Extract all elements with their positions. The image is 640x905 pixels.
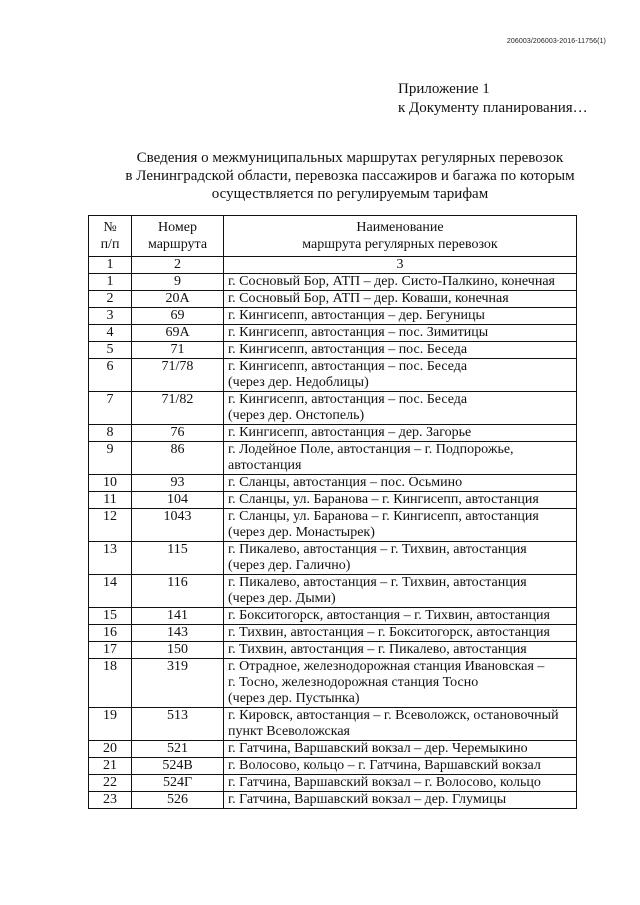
table-row <box>89 708 577 741</box>
route-name: г. Сланцы, автостанция – пос. Осьмино <box>224 475 577 492</box>
column-index: 1 <box>89 257 132 274</box>
route-name: г. Пикалево, автостанция – г. Тихвин, автостанция (через дер. Дыми) <box>224 575 577 608</box>
route-number: 526 <box>132 792 224 809</box>
row-number: 21 <box>89 758 132 775</box>
table-row <box>89 625 577 642</box>
route-number: 524Г <box>132 775 224 792</box>
row-number: 19 <box>89 708 132 741</box>
route-name: г. Кировск, автостанция – г. Всеволожск, остановочный пункт Всеволожская <box>224 708 577 741</box>
column-index: 2 <box>132 257 224 274</box>
route-number: 104 <box>132 492 224 509</box>
appendix-label <box>398 80 588 118</box>
document-id: 206003/206003-2016-11756(1) <box>506 38 606 45</box>
route-name: г. Гатчина, Варшавский вокзал – дер. Черемыкино <box>224 741 577 758</box>
route-name: г. Сосновый Бор, АТП – дер. Систо-Палкино, конечная <box>224 274 577 291</box>
route-number: 71 <box>132 342 224 359</box>
route-number: 69 <box>132 308 224 325</box>
route-number: 319 <box>132 659 224 708</box>
route-name: г. Кингисепп, автостанция – пос. Беседа (через дер. Онстопель) <box>224 392 577 425</box>
row-number: 1 <box>89 274 132 291</box>
route-name: г. Кингисепп, автостанция – дер. Бегуницы <box>224 308 577 325</box>
route-number: 71/78 <box>132 359 224 392</box>
table-row <box>89 741 577 758</box>
route-name: г. Сланцы, ул. Баранова – г. Кингисепп, автостанция (через дер. Монастырек) <box>224 509 577 542</box>
header-number-line-2: п/п <box>100 237 120 252</box>
table-row <box>89 659 577 708</box>
route-name: г. Тихвин, автостанция – г. Бокситогорск, автостанция <box>224 625 577 642</box>
route-name: г. Кингисепп, автостанция – пос. Беседа (через дер. Недоблицы) <box>224 359 577 392</box>
table-row <box>89 274 577 291</box>
title-line-1: Сведения о межмуниципальных маршрутах регулярных перевозок <box>136 150 564 166</box>
route-number: 69А <box>132 325 224 342</box>
routes-table <box>88 215 577 809</box>
title-line-2: в Ленинградской области, перевозка пассажиров и багажа по которым <box>125 168 575 184</box>
table-row <box>89 642 577 659</box>
header-route-name <box>224 216 577 257</box>
table-row <box>89 792 577 809</box>
page-title <box>60 149 640 203</box>
route-number: 115 <box>132 542 224 575</box>
route-name: г. Кингисепп, автостанция – пос. Беседа <box>224 342 577 359</box>
route-name: г. Лодейное Поле, автостанция – г. Подпорожье, автостанция <box>224 442 577 475</box>
header-name-line-2: маршрута регулярных перевозок <box>302 237 498 252</box>
table-row <box>89 325 577 342</box>
column-index-row <box>89 257 577 274</box>
row-number: 13 <box>89 542 132 575</box>
row-number: 20 <box>89 741 132 758</box>
row-number: 15 <box>89 608 132 625</box>
route-name: г. Тихвин, автостанция – г. Пикалево, автостанция <box>224 642 577 659</box>
row-number: 10 <box>89 475 132 492</box>
row-number: 6 <box>89 359 132 392</box>
header-number-line-1: № <box>103 220 117 235</box>
table-row <box>89 308 577 325</box>
row-number: 23 <box>89 792 132 809</box>
row-number: 2 <box>89 291 132 308</box>
table-row <box>89 575 577 608</box>
route-name: г. Отрадное, железнодорожная станция Ивановская – г. Тосно, железнодорожная станция Тосно (через дер. Пустынка) <box>224 659 577 708</box>
table-row <box>89 442 577 475</box>
table-row <box>89 291 577 308</box>
route-number: 141 <box>132 608 224 625</box>
header-name-line-1: Наименование <box>356 220 444 235</box>
route-name: г. Сланцы, ул. Баранова – г. Кингисепп, автостанция <box>224 492 577 509</box>
header-route-line-1: Номер <box>158 220 197 235</box>
column-index: 3 <box>224 257 577 274</box>
route-number: 9 <box>132 274 224 291</box>
route-number: 20А <box>132 291 224 308</box>
table-row <box>89 608 577 625</box>
header-route-line-2: маршрута <box>147 237 208 252</box>
route-number: 521 <box>132 741 224 758</box>
route-number: 524В <box>132 758 224 775</box>
route-name: г. Гатчина, Варшавский вокзал – дер. Глумицы <box>224 792 577 809</box>
route-number: 116 <box>132 575 224 608</box>
title-line-3: осуществляется по регулируемым тарифам <box>211 186 489 202</box>
route-number: 71/82 <box>132 392 224 425</box>
row-number: 5 <box>89 342 132 359</box>
route-name: г. Кингисепп, автостанция – дер. Загорье <box>224 425 577 442</box>
table-row <box>89 359 577 392</box>
route-name: г. Волосово, кольцо – г. Гатчина, Варшавский вокзал <box>224 758 577 775</box>
table-row <box>89 775 577 792</box>
table-row <box>89 392 577 425</box>
route-name: г. Пикалево, автостанция – г. Тихвин, автостанция (через дер. Галично) <box>224 542 577 575</box>
route-name: г. Бокситогорск, автостанция – г. Тихвин, автостанция <box>224 608 577 625</box>
header-number <box>89 216 132 257</box>
row-number: 11 <box>89 492 132 509</box>
table-row <box>89 492 577 509</box>
row-number: 16 <box>89 625 132 642</box>
route-number: 86 <box>132 442 224 475</box>
row-number: 22 <box>89 775 132 792</box>
row-number: 17 <box>89 642 132 659</box>
table-header-row <box>89 216 577 257</box>
table-row <box>89 758 577 775</box>
table-row <box>89 425 577 442</box>
table-row <box>89 475 577 492</box>
table-row <box>89 342 577 359</box>
row-number: 12 <box>89 509 132 542</box>
row-number: 18 <box>89 659 132 708</box>
table-row <box>89 509 577 542</box>
row-number: 3 <box>89 308 132 325</box>
route-number: 93 <box>132 475 224 492</box>
row-number: 8 <box>89 425 132 442</box>
row-number: 4 <box>89 325 132 342</box>
route-name: г. Кингисепп, автостанция – пос. Зимитицы <box>224 325 577 342</box>
route-name: г. Сосновый Бор, АТП – дер. Коваши, конечная <box>224 291 577 308</box>
header-route-number <box>132 216 224 257</box>
row-number: 14 <box>89 575 132 608</box>
route-number: 513 <box>132 708 224 741</box>
row-number: 9 <box>89 442 132 475</box>
route-name: г. Гатчина, Варшавский вокзал – г. Волосово, кольцо <box>224 775 577 792</box>
route-number: 150 <box>132 642 224 659</box>
route-number: 143 <box>132 625 224 642</box>
route-number: 1043 <box>132 509 224 542</box>
row-number: 7 <box>89 392 132 425</box>
route-number: 76 <box>132 425 224 442</box>
table-row <box>89 542 577 575</box>
appendix-line-1: Приложение 1 <box>398 81 490 97</box>
appendix-line-2: к Документу планирования… <box>398 100 588 116</box>
